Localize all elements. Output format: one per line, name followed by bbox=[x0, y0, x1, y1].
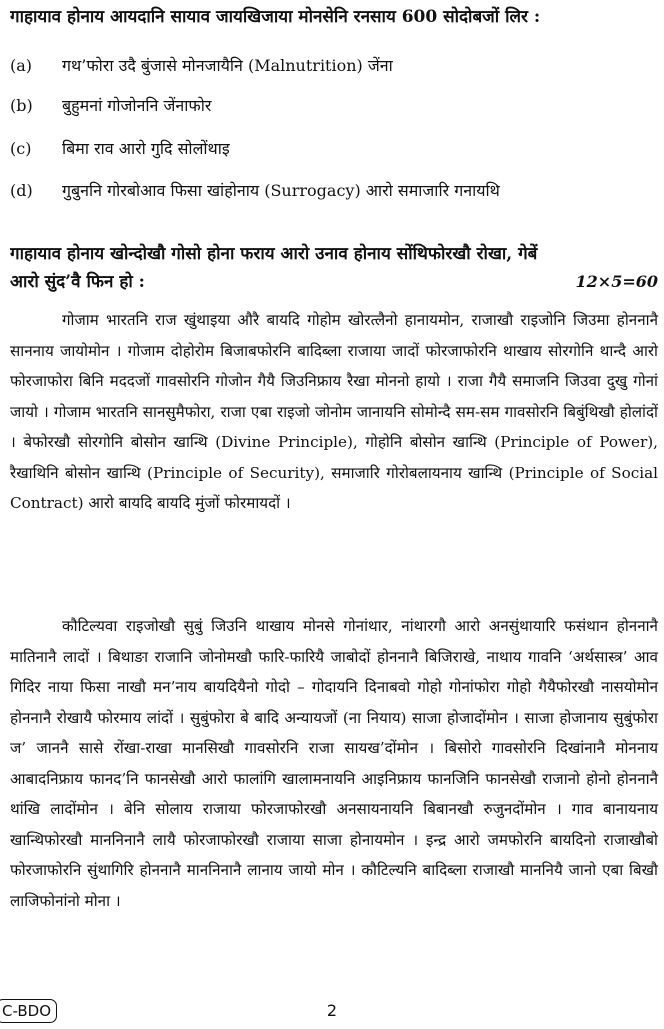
option-text: गथ’फोरा उदै बुंजासे मोनजायैनि (Malnutrition) जेंना bbox=[62, 56, 393, 75]
question-2-line-1: गाहायाव होनाय खोन्दोखौ गोसो होना फराय आरो उनाव होनाय सोंथिफोरखौ रोखा, गेबें bbox=[10, 244, 538, 264]
option-c bbox=[10, 136, 658, 162]
option-b bbox=[10, 93, 658, 119]
passage-paragraph-2: कौटिल्यवा राइजोखौ सुबुं जिउनि थाखाय मोनसे गोनांथार, नांथारगौ आरो अनसुंथायारि फसंथान होननानै मातिनानै लादों । बिथाङा राजानि जोनोमखौ फारि-फारियै जाबोदों होननानै बिजिराखे, नाथाय गावनि ‘अर्थसास्त्र’ आव गिदिर नाया फिसा नाखौ मन’नाय बायदियैनो गोदो – गोदायनि दिनाबवो गोहो गोनांफोरा गोहो गैयैफोरखौ नासयोमोन होननानै रोखायै फोरमाय लांदों । सुबुंफोरा बे बादि अन्यायजों (ना नियाय) साजा होजादोंमोन । साजा होजानाय सुबुंफोरा ज’ जाननै सासे रोंखा-राखा मानसिखौ गावसोरनि राजा सायख’दोंमोन । बिसोरो गावसोरनि दिखांनानै मोननाय आबादनिफ्राय फानद’नि फानसेखौ आरो फालांगि खालामनायनि आइनिफ्राय फानजिनि फानसेखौ राजानो होनो होननानै थांखि लादोंमोन । बेनि सोलाय राजाया फोरजाफोरखौ अनसायनायनि बिबानखौ रुजुनदोंमोन । गाव बानायनाय खान्थिफोरखौ माननिनानै लायै फोरजाफोरखौ राजाया साजा होनायमोन । इन्द्र आरो जमफोरनि बायदिनो राजाखौबो फोरजाफोरनि सुंथागिरि होननानै माननिनानै लानाय जायो मोन । कौटिल्यनि बादिब्ला राजाखौ माननियै जानो एबा बिखौ लाजिफोनांनो मोना । bbox=[10, 617, 658, 910]
marks-label: 12×5=60 bbox=[575, 272, 658, 291]
option-label: (c) bbox=[10, 139, 32, 158]
paper-code-badge: C-BDO bbox=[0, 999, 57, 1023]
option-a bbox=[10, 53, 658, 79]
option-text: बिमा राव आरो गुदि सोलोंथाइ bbox=[62, 139, 230, 158]
question-2-line-2-text: आरो सुंद’वै फिन हो : bbox=[10, 272, 145, 292]
option-label: (d) bbox=[10, 181, 33, 200]
option-label: (b) bbox=[10, 96, 33, 115]
question-heading: गाहायाव होनाय आयदानि सायाव जायखिजाया मोनसेनि रनसाय 600 सोदोबजों लिर : bbox=[10, 7, 541, 27]
option-label: (a) bbox=[10, 56, 33, 75]
question-2-heading bbox=[10, 240, 658, 296]
page-number: 2 bbox=[326, 1001, 338, 1020]
question-2-line-2 bbox=[10, 268, 658, 296]
option-text: बुहुमनां गोजोननि जेंनाफोर bbox=[62, 96, 212, 115]
passage-paragraph-1: गोजाम भारतनि राज खुंथाइया औरै बायदि गोहोम खोरत्लैनो हानायमोन, राजाखौ राइजोनि जिउमा होननानै साननाय जायोमोन । गोजाम दोहोरोम बिजाबफोरनि बादिब्ला राजाया जादों फोरजाफोरनि थाखाय सोरगोनि थान्दै आरो फोरजाफोरा बिनि मददजों गावसोरनि गोजोन गैयै जिउनिफ्राय रैखा मोननो हायो । राजा गैयै समाजनि जिउवा दुखु गोनां जायो । गोजाम भारतनि सानसुमैफोरा, राजा एबा राइजो जोनोम जानायनि सोमोन्दै सम-सम गावसोरनि बिबुंथिखौ होलांदों । बेफोरखौ सोरगोनि बोसोन खान्थि (Divine Principle), गोहोनि बोसोन खान्थि (Principle of Power), रैखाथिनि बोसोन खान्थि (Principle of Security), समाजारि गोरोबलायनाय खान्थि (Principle of Social Contract) आरो बायदि बायदि मुंजों फोरमायदों । bbox=[10, 311, 658, 513]
option-text: गुबुननि गोरबोआव फिसा खांहोनाय (Surrogacy) आरो समाजारि गनायथि bbox=[62, 181, 500, 200]
option-d bbox=[10, 178, 658, 204]
